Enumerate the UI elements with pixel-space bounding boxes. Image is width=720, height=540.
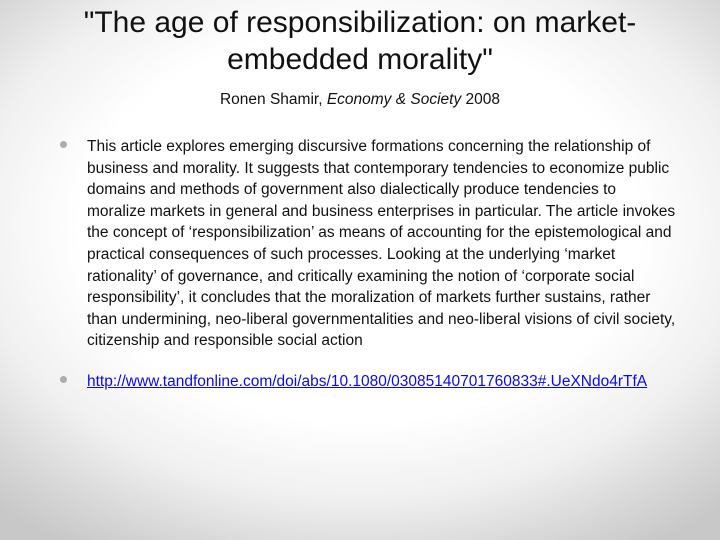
citation-line	[60, 90, 660, 110]
bullet-icon	[60, 141, 67, 148]
link-bullet	[58, 371, 678, 393]
bullet-list	[58, 136, 678, 393]
slide-title: "The age of responsibilization: on market-embedded morality"	[83, 6, 637, 76]
abstract-bullet	[58, 136, 678, 352]
publication-year: 2008	[465, 91, 501, 108]
abstract-text: This article explores emerging discursive formations concerning the relationship of business and morality. It suggests that contemporary tendencies to economize public domains and methods of government also dialectically produce tendencies to moralize markets in general and business enterprises in particular. The article invokes the concept of ‘responsibilization’ as means of accounting for the epistemological and practical consequences of such processes. Looking at the underlying ‘market rationality’ of governance, and critically examining the notion of ‘corporate social responsibility’, it concludes that the moralization of markets further sustains, rather than undermining, neo-liberal governmentalities and neo-liberal visions of civil society, citizenship and responsible social action	[87, 138, 676, 350]
journal-name: Economy & Society	[326, 91, 462, 108]
author-name: Ronen Shamir,	[219, 91, 323, 108]
article-link[interactable]: http://www.tandfonline.com/doi/abs/10.1080/03085140701760833#.UeXNdo4rTfA	[87, 372, 648, 390]
bullet-icon	[60, 376, 67, 383]
